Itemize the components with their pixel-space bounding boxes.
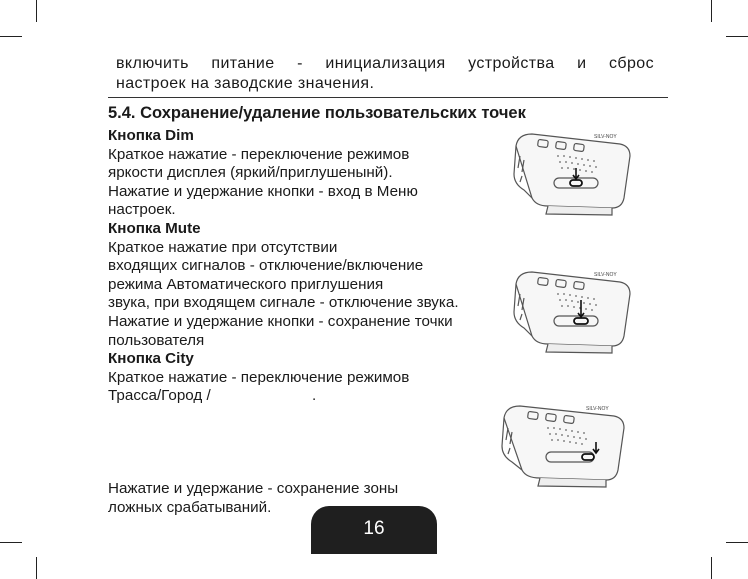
radar-detector-city-illustration [496,398,636,490]
page-number: 16 [363,518,385,539]
city-button-title: Кнопка City [108,350,194,368]
intro-word: и [577,55,587,72]
section-body [108,127,528,517]
device-logo-text: SILV-NOY [594,134,617,140]
city-line: Краткое нажатие - переключение режимов [108,368,410,386]
mute-line: режима Автоматического приглушения [108,275,384,293]
radar-detector-dim-illustration [508,126,638,216]
intro-word: включить [116,55,189,72]
dim-button-title: Кнопка Dim [108,127,194,144]
mute-line: Краткое нажатие при отсутствии [108,238,338,256]
mute-button-title: Кнопка Mute [108,219,201,237]
crop-mark [726,542,748,543]
mute-line: входящих сигналов - отключение/включение [108,257,424,275]
intro-paragraph [116,54,654,94]
intro-word: инициализация [325,55,446,72]
device-logo-text: SILV-NOY [594,272,617,278]
crop-mark [726,36,748,37]
crop-mark [36,557,37,579]
crop-mark [0,542,22,543]
dim-line: Краткое нажатие - переключение режимов [108,145,410,163]
device-logo-text: SILV-NOY [586,406,609,412]
section-heading: 5.4. Сохранение/удаление пользовательских точек [108,104,526,122]
intro-word: устройства [468,55,555,72]
section-divider [108,97,668,98]
dim-line: яркости дисплея (яркий/приглушенынй). [108,164,393,182]
intro-line-2: настроек на заводские значения. [116,75,375,92]
dim-line: настроек. [108,201,176,219]
mute-line: звука, при входящем сигнале - отключение звука. [108,294,459,312]
intro-word: сброс [609,55,654,72]
city-hold-line: Нажатие и удержание - сохранение зоны [108,479,399,497]
radar-detector-mute-illustration [508,264,638,354]
crop-mark [711,557,712,579]
city-line: Трасса/Город / . [108,387,317,405]
mute-line: Нажатие и удержание кнопки - сохранение точки [108,312,453,330]
crop-mark [711,0,712,22]
intro-word: питание [211,55,275,72]
dim-line: Нажатие и удержание кнопки - вход в Меню [108,182,418,200]
intro-word: - [297,55,303,72]
crop-mark [0,36,22,37]
mute-line: пользователя [108,331,205,349]
intro-line-1 [116,54,654,74]
city-hold-line: ложных срабатываний. [108,498,272,516]
crop-mark [36,0,37,22]
page-number-tab [311,506,437,554]
